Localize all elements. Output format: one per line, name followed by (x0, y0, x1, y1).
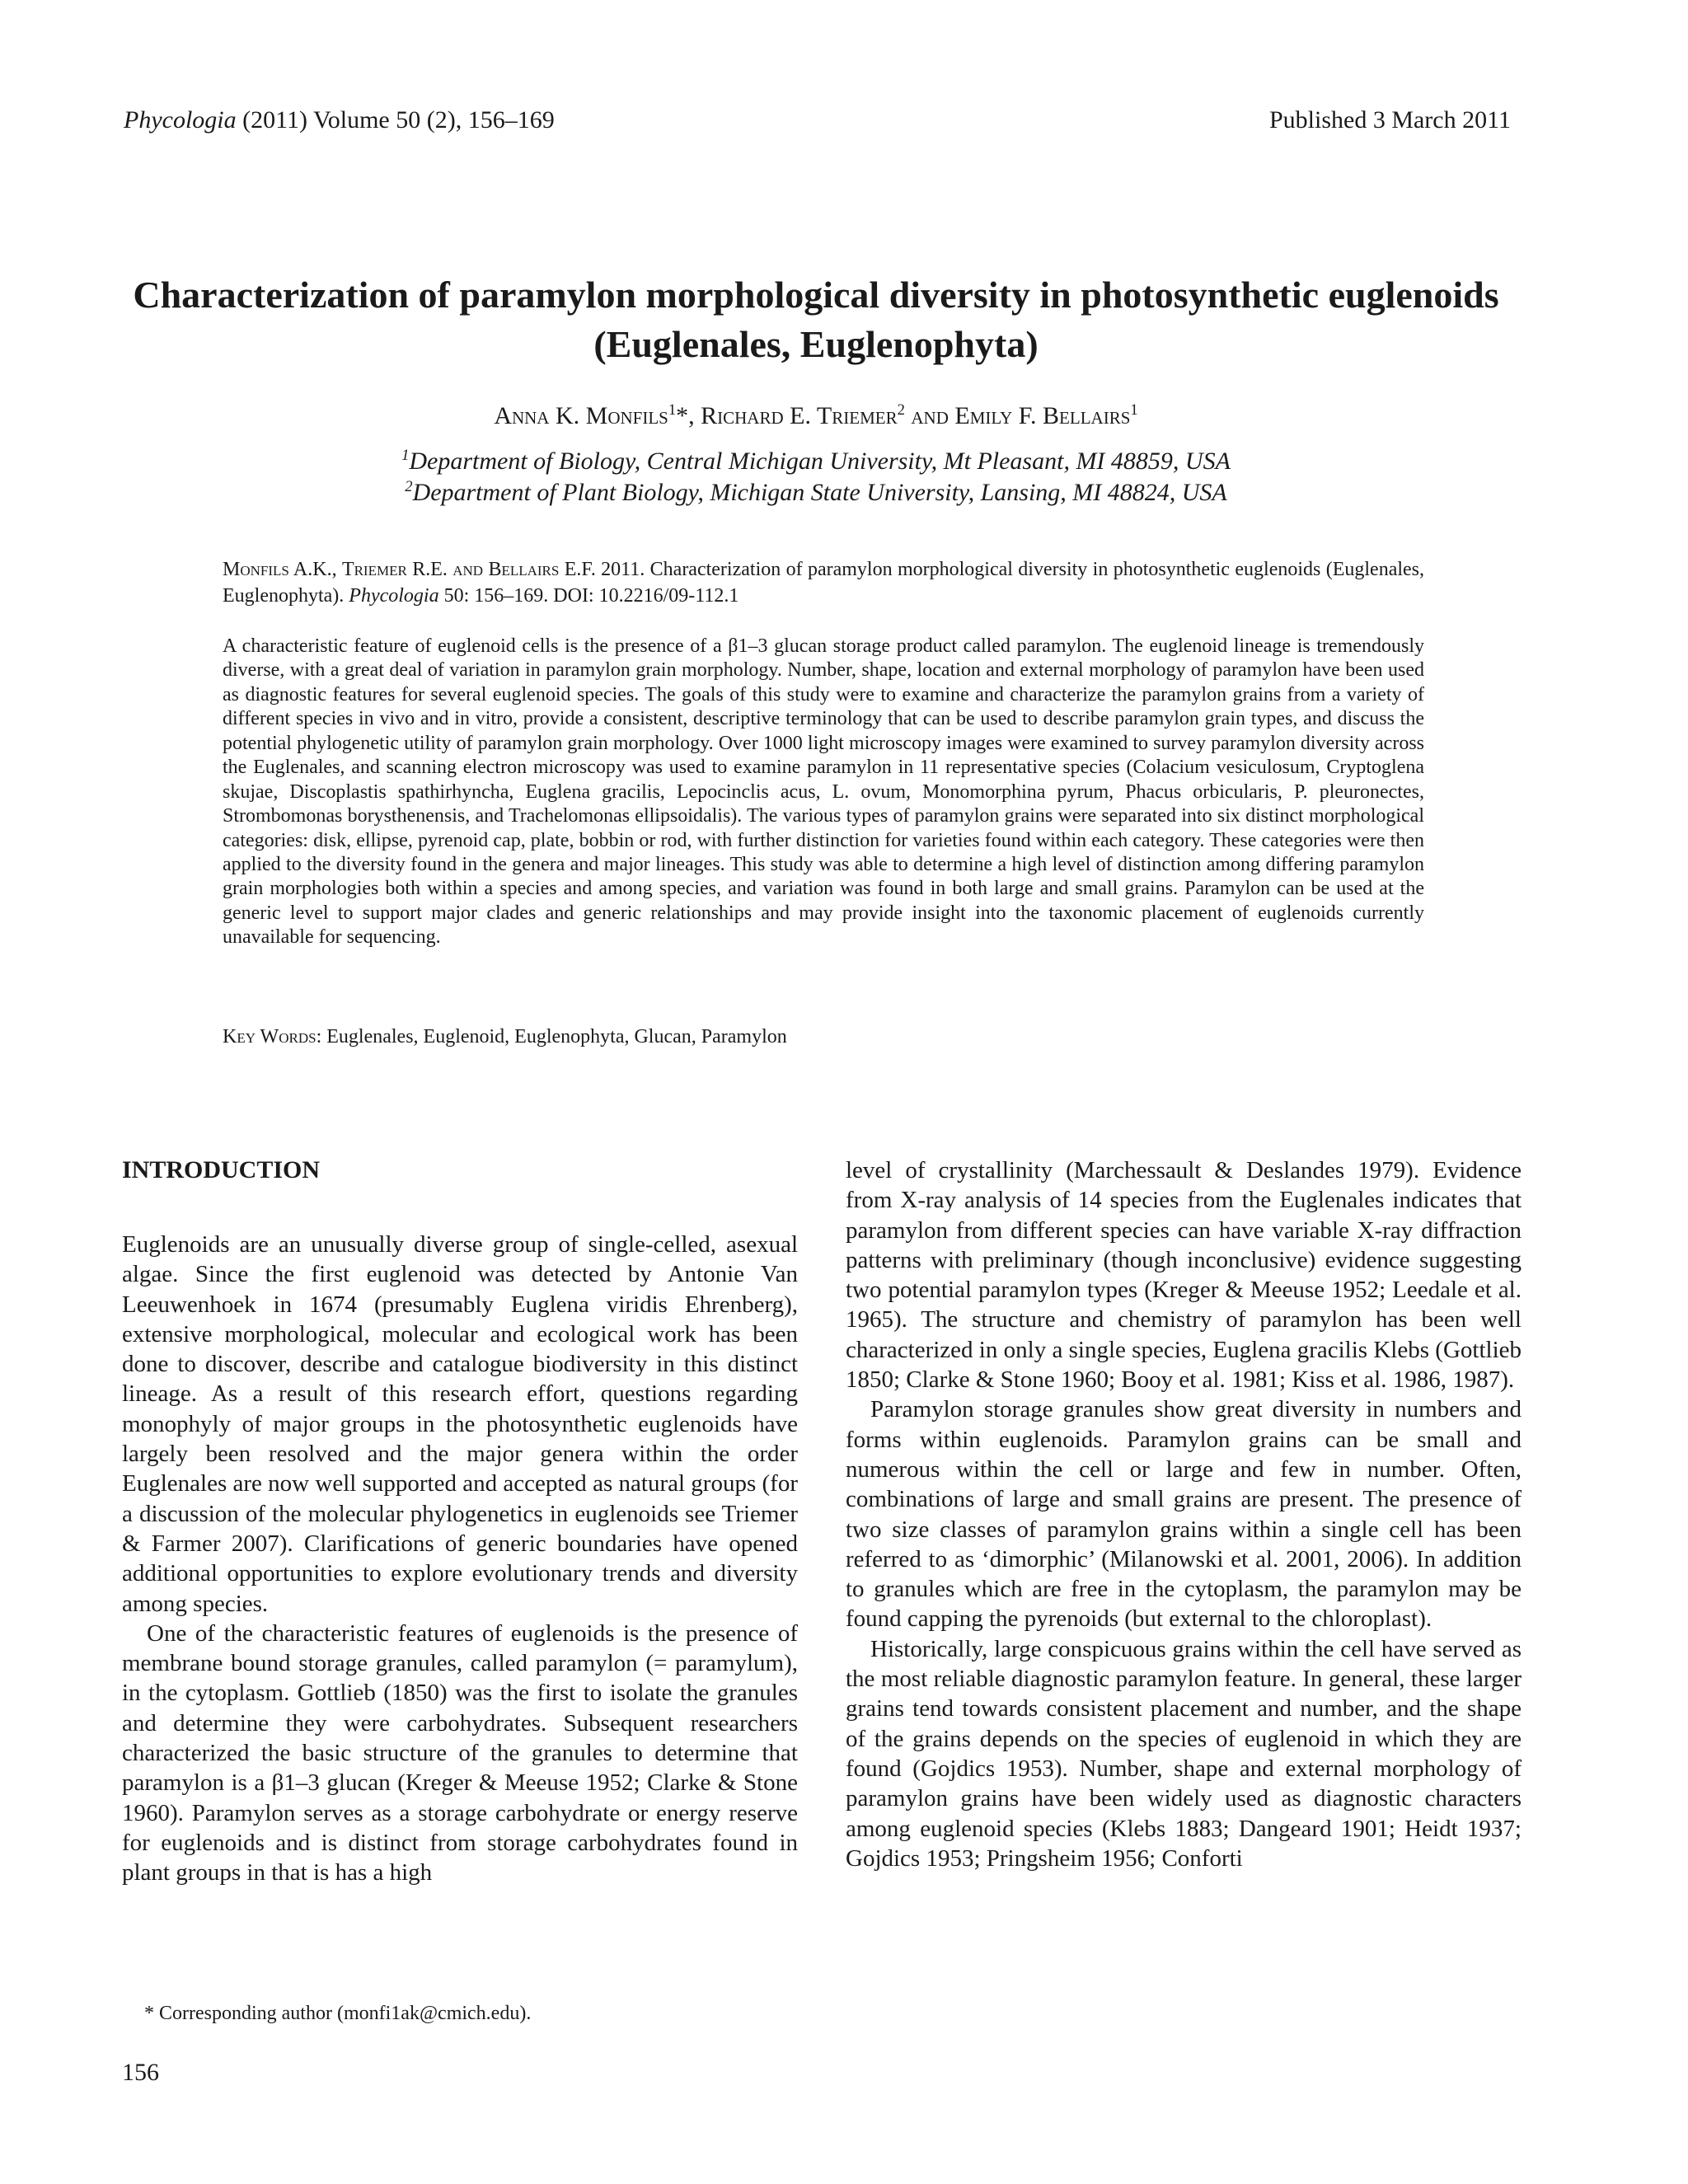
keywords-list: Euglenales, Euglenoid, Euglenophyta, Glucan, Paramylon (326, 1026, 787, 1047)
paragraph: One of the characteristic features of euglenoids is the presence of membrane bound storage granules, called paramylon (= paramylum), in the cytoplasm. Gottlieb (1850) was the first to isolate the granules and determine they were carbohydrates. Subsequent researchers characterized the basic structure of the granules to determine that paramylon is a β1–3 glucan (Kreger & Meeuse 1952; Clarke & Stone 1960). Paramylon serves as a storage carbohydrate or energy reserve for euglenoids and is distinct from storage carbohydrates found in plant groups in that is has a high (122, 1619, 798, 1886)
author-list: Anna K. Monfils$^1$*, Richard E. Triemer$^2$ and Emily F. Bellairs$^1$ (494, 401, 1138, 429)
right-column (846, 1155, 1522, 1873)
paragraph: Historically, large conspicuous grains within the cell have served as the most reliable diagnostic paramylon feature. In general, these larger grains tend towards consistent placement and number, and the shape of the grains depends on the species of euglenoid in which they are found (Gojdics 1953). Number, shape and external morphology of paramylon grains have been widely used as diagnostic characters among euglenoid species (Klebs 1883; Dangeard 1901; Heidt 1937; Gojdics 1953; Pringsheim 1956; Conforti (846, 1635, 1522, 1872)
left-column (122, 1155, 798, 1888)
paragraph: level of crystallinity (Marchessault & Deslandes 1979). Evidence from X-ray analysis of 14 species from the Euglenales indicates that paramylon from different species can have variable X-ray diffraction patterns with preliminary (though inconclusive) evidence suggesting two potential paramylon types (Kreger & Meeuse 1952; Leedale et al. 1965). The structure and chemistry of paramylon has been well characterized in only a single species, Euglena gracilis Klebs (Gottlieb 1850; Clarke & Stone 1960; Booy et al. 1981; Kiss et al. 1986, 1987). (846, 1157, 1522, 1394)
abstract: A characteristic feature of euglenoid cells is the presence of a β1–3 glucan storage product called paramylon. The euglenoid lineage is tremendously diverse, with a great deal of variation in paramylon grain morphology. Number, shape, location and external morphology of paramylon have been used as diagnostic features for several euglenoid species. The goals of this study were to examine and characterize the paramylon grains from a variety of different species in vivo and in vitro, provide a consistent, descriptive terminology that can be used to describe paramylon grain types, and discuss the potential phylogenetic utility of paramylon grain morphology. Over 1000 light microscopy images were examined to survey paramylon diversity across the Euglenales, and scanning electron microscopy was used to examine paramylon in 11 representative species (Colacium vesiculosum, Cryptoglena skujae, Discoplastis spathirhyncha, Euglena gracilis, Lepocinclis acus, L. ovum, Monomorphina pyrum, Phacus orbicularis, P. pleuronectes, Strombomonas borysthenensis, and Trachelomonas ellipsoidalis). The various types of paramylon grains were separated into six distinct morphological categories: disk, ellipse, pyrenoid cap, plate, bobbin or rod, with further distinction for varieties found within each category. These categories were then applied to the diversity found in the genera and major lineages. This study was able to determine a high level of distinction among differing paramylon grain morphologies both within a species and among species, and variation was found in both large and small grains. Paramylon can be used at the generic level to support major clades and generic relationships and may provide insight into the taxonomic placement of euglenoids currently unavailable for sequencing. (223, 635, 1424, 949)
article-citation: Monfils A.K., Triemer R.E. and Bellairs E.F. 2011. Characterization of paramylon morphological diversity in photosynthetic euglenoids (Euglenales, Euglenophyta). Phycologia 50: 156–169. DOI: 10.2216/09-112.1 (223, 559, 1425, 607)
page-number: 156 (122, 2059, 159, 2086)
affiliation-1: $^1$Department of Biology, Central Michigan University, Mt Pleasant, MI 48859, USA (401, 447, 1231, 475)
published-date: Published 3 March 2011 (1268, 106, 1511, 134)
article-title (107, 270, 1525, 369)
paragraph: Euglenoids are an unusually diverse group of single-celled, asexual algae. Since the first euglenoid was detected by Antonie Van Leeuwenhoek in 1674 (presumably Euglena viridis Ehrenberg), extensive morphological, molecular and ecological work has been done to discover, describe and catalogue biodiversity in this distinct lineage. As a result of this research effort, questions regarding monophyly of major groups in the photosynthetic euglenoids have largely been resolved and the major genera within the order Euglenales are now well supported and accepted as natural groups (for a discussion of the molecular phylogenetics in euglenoids see Triemer & Farmer 2007). Clarifications of generic boundaries have opened additional opportunities to explore evolutionary trends and diversity among species. (122, 1231, 798, 1617)
keywords: Key Words: Euglenales, Euglenoid, Euglenophyta, Glucan, Paramylon (223, 1026, 787, 1047)
article-title-text: Characterization of paramylon morphological diversity in photosynthetic euglenoids (Euglenales, Euglenophyta) (133, 274, 1499, 365)
paragraph: Paramylon storage granules show great diversity in numbers and forms within euglenoids. Paramylon grains can be small and numerous within the cell or large and few in number. Often, combinations of large and small grains are present. The presence of two size classes of paramylon grains within a single cell has been referred to as ‘dimorphic’ (Milanowski et al. 2001, 2006). In addition to granules which are free in the cytoplasm, the paramylon may be found capping the pyrenoids (but external to the chloroplast). (846, 1396, 1522, 1633)
affiliation-2: $^2$Department of Plant Biology, Michigan State University, Lansing, MI 48824, USA (405, 478, 1227, 506)
section-heading-introduction: INTRODUCTION (122, 1156, 321, 1183)
journal-citation: Phycologia (2011) Volume 50 (2), 156–169 (124, 106, 555, 134)
keywords-label: Key Words (223, 1026, 316, 1047)
corresponding-author-footnote: * Corresponding author (monfi1ak@cmich.edu). (144, 2003, 532, 2024)
